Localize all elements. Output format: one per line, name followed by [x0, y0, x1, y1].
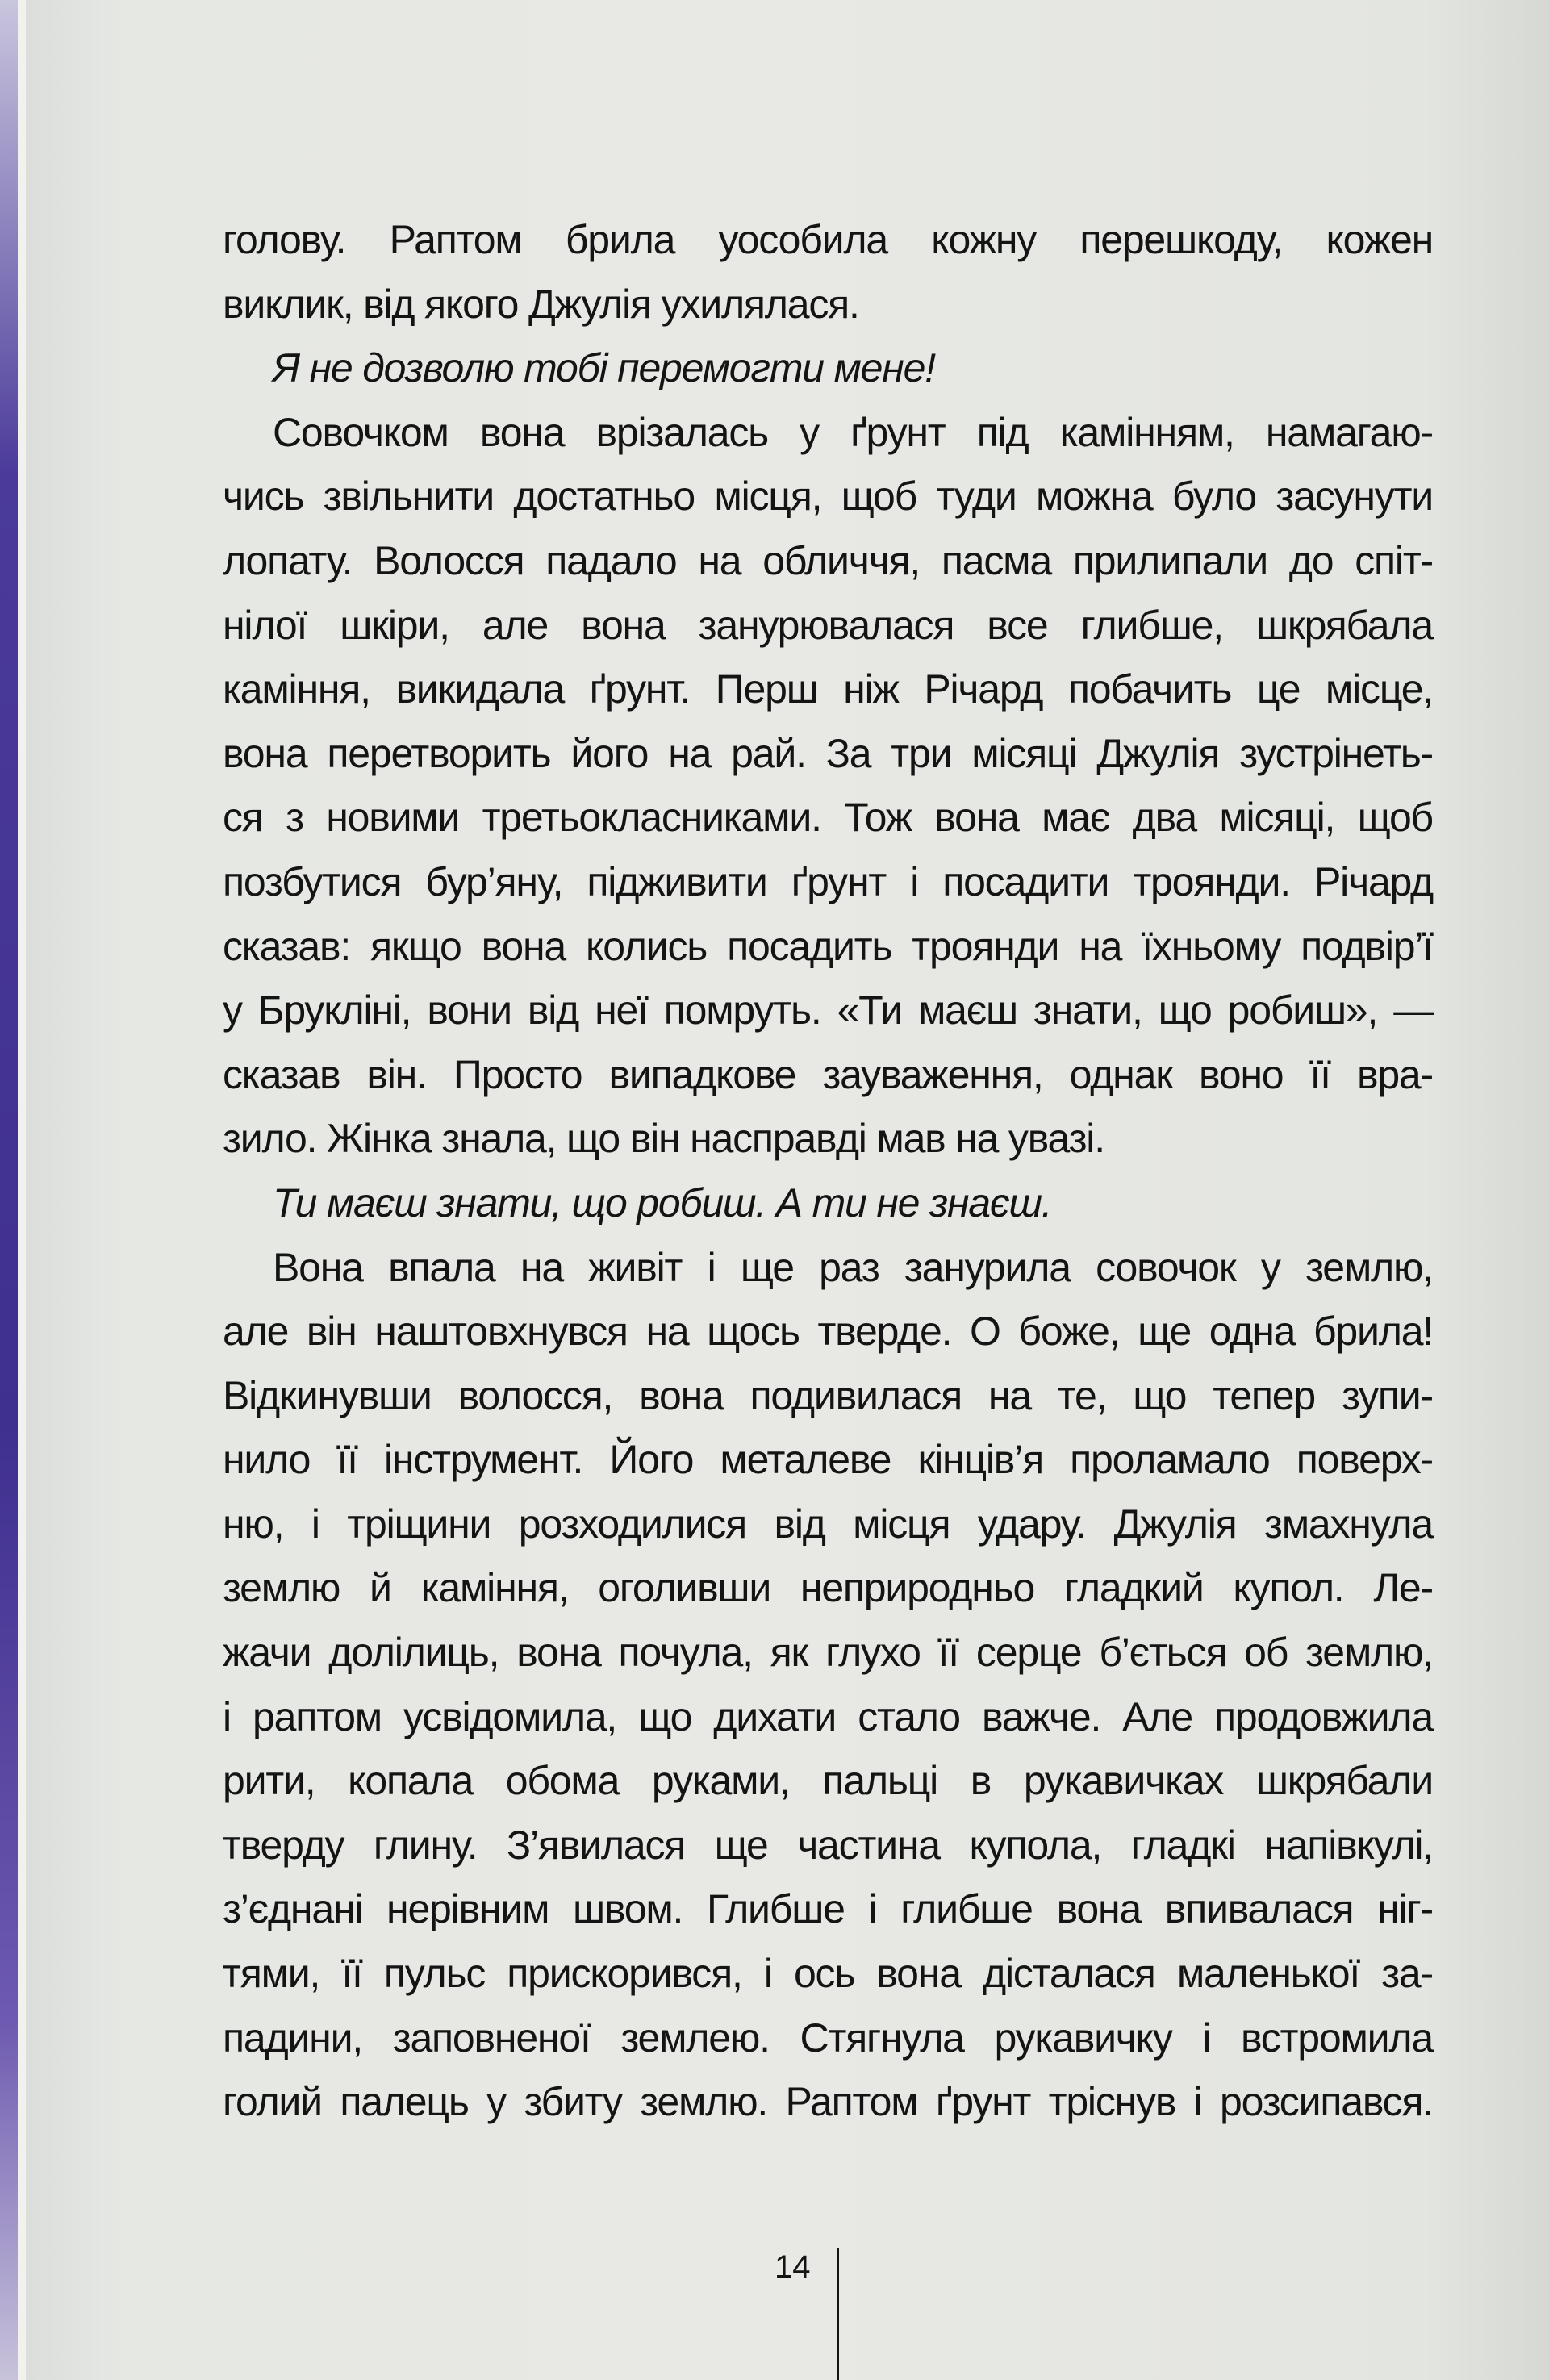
page-number: 14 — [774, 2249, 811, 2285]
text-line: тверду глину. З’явилася ще частина купола, гладкі напівкулі, — [223, 1822, 1433, 1868]
text-line: Відкинувши волосся, вона подивилася на те, що тепер зупи- — [223, 1372, 1433, 1418]
body-text — [223, 208, 1433, 2135]
text-line: лопату. Волосся падало на обличчя, пасма прилипали до спіт- — [223, 537, 1433, 583]
text-line: голий палець у збиту землю. Раптом ґрунт тріснув і розсипався. — [223, 2079, 1433, 2125]
book-cover-edge — [0, 0, 18, 2380]
text-line: Ти маєш знати, що робиш. А ти не знаєш. — [273, 1180, 1052, 1225]
text-line: Совочком вона врізалась у ґрунт під камінням, намагаю- — [273, 409, 1433, 455]
text-line: каміння, викидала ґрунт. Перш ніж Річард побачить це місце, — [223, 666, 1433, 712]
text-line: чись звільнити достатньо місця, щоб туди можна було засунути — [223, 474, 1433, 520]
text-line: голову. Раптом брила уособила кожну перешкоду, кожен — [223, 217, 1433, 262]
text-line: жачи долілиць, вона почула, як глухо її серце б’ється об землю, — [223, 1630, 1433, 1676]
text-line: ню, і тріщини розходилися від місця удару. Джулія змахнула — [223, 1501, 1433, 1547]
text-line: сказав він. Просто випадкове зауваження, однак воно її вра- — [223, 1051, 1433, 1097]
text-line: сказав: якщо вона колись посадить троянди на їхньому подвір’ї — [223, 923, 1433, 969]
text-line: тями, її пульс прискорився, і ось вона дісталася маленької за- — [223, 1951, 1433, 1997]
text-line: у Брукліні, вони від неї помруть. «Ти маєш знати, що робиш», — — [223, 987, 1433, 1033]
page-edge — [18, 0, 26, 2380]
text-line: позбутися бур’яну, підживити ґрунт і посадити троянди. Річард — [223, 858, 1433, 904]
text-line: рити, копала обома руками, пальці в рукавичках шкрябали — [223, 1758, 1433, 1804]
text-line: вона перетворить його на рай. За три місяці Джулія зустрінеть- — [223, 730, 1433, 776]
text-line: Вона впала на живіт і ще раз занурила совочок у землю, — [273, 1244, 1433, 1290]
text-line: Я не дозволю тобі перемогти мене! — [273, 345, 935, 391]
page-number-rule — [837, 2248, 839, 2380]
text-line: ся з новими третьокласниками. Тож вона має два місяці, щоб — [223, 795, 1433, 841]
text-line: падини, заповненої землею. Стягнула рукавичку і встромила — [223, 2015, 1433, 2061]
text-line: зило. Жінка знала, що він насправді мав на увазі. — [223, 1116, 1104, 1162]
text-line: нілої шкіри, але вона занурювалася все глибше, шкрябала — [223, 602, 1433, 648]
text-line: нило її інструмент. Його металеве кінців’я проламало поверх- — [223, 1437, 1433, 1483]
text-line: але він наштовхнувся на щось тверде. О боже, ще одна брила! — [223, 1309, 1433, 1355]
text-line: і раптом усвідомила, що дихати стало важче. Але продовжила — [223, 1693, 1433, 1739]
text-line: з’єднані нерівним швом. Глибше і глибше вона впивалася ніг- — [223, 1886, 1433, 1932]
text-line: землю й каміння, оголивши неприродньо гладкий купол. Ле- — [223, 1565, 1433, 1611]
text-line: виклик, від якого Джулія ухилялася. — [223, 281, 859, 327]
